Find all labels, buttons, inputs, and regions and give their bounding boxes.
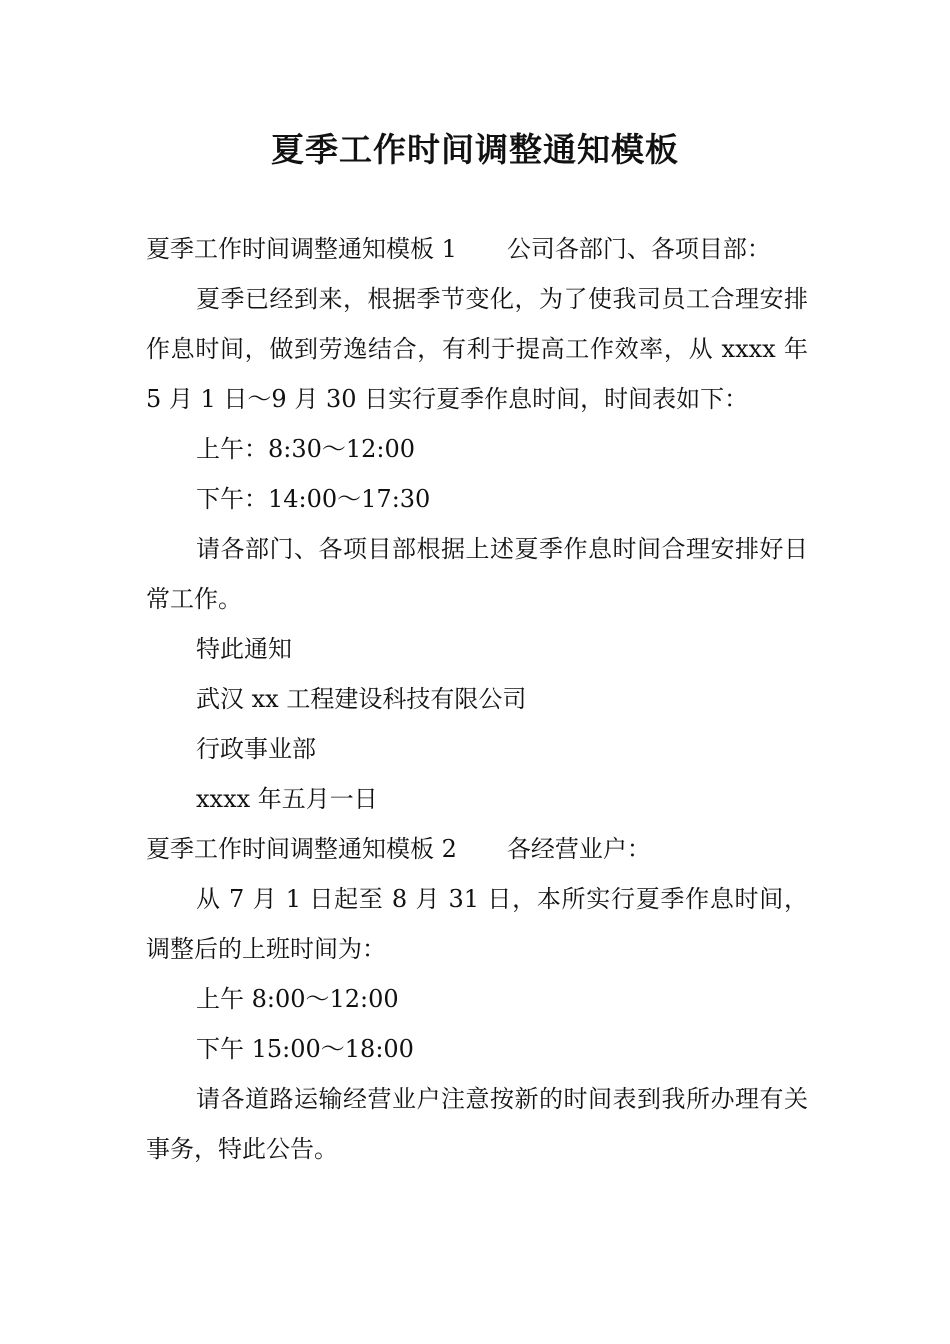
document-title: 夏季工作时间调整通知模板 (271, 130, 679, 169)
template-1-heading-line (146, 224, 808, 274)
template-1-department: 行政事业部 (196, 735, 316, 763)
template-2-salutation: 各经营业户： (506, 835, 651, 863)
template-1-morning-hours: 上午：8:30～12:00 (196, 435, 416, 463)
template-1-date: xxxx 年五月一日 (196, 785, 378, 813)
template-1-request: 请各部门、各项目部根据上述夏季作息时间合理安排好日常工作。 (146, 535, 808, 613)
template-1-afternoon-hours: 下午：14:00～17:30 (196, 485, 431, 513)
template-1-company: 武汉 xx 工程建设科技有限公司 (196, 685, 527, 713)
template-1-salutation: 公司各部门、各项目部： (506, 235, 771, 263)
template-2-morning-hours: 上午 8:00～12:00 (196, 985, 399, 1013)
template-1-intro: 夏季已经到来，根据季节变化，为了使我司员工合理安排作息时间，做到劳逸结合，有利于提高工作效率，从 xxxx 年 5 月 1 日～9 月 30 日实行夏季作息时间，时间表如下： (146, 285, 808, 413)
document-body (146, 224, 808, 1174)
template-2-intro: 从 7 月 1 日起至 8 月 31 日，本所实行夏季作息时间，调整后的上班时间为： (146, 885, 808, 963)
template-2-request: 请各道路运输经营业户注意按新的时间表到我所办理有关事务，特此公告。 (146, 1085, 808, 1163)
template-1-notice: 特此通知 (196, 635, 292, 663)
template-2-afternoon-hours: 下午 15:00～18:00 (196, 1035, 414, 1063)
template-1-heading: 夏季工作时间调整通知模板 1 (146, 235, 457, 263)
template-2-heading-line (146, 824, 808, 874)
template-2-heading: 夏季工作时间调整通知模板 2 (146, 835, 457, 863)
